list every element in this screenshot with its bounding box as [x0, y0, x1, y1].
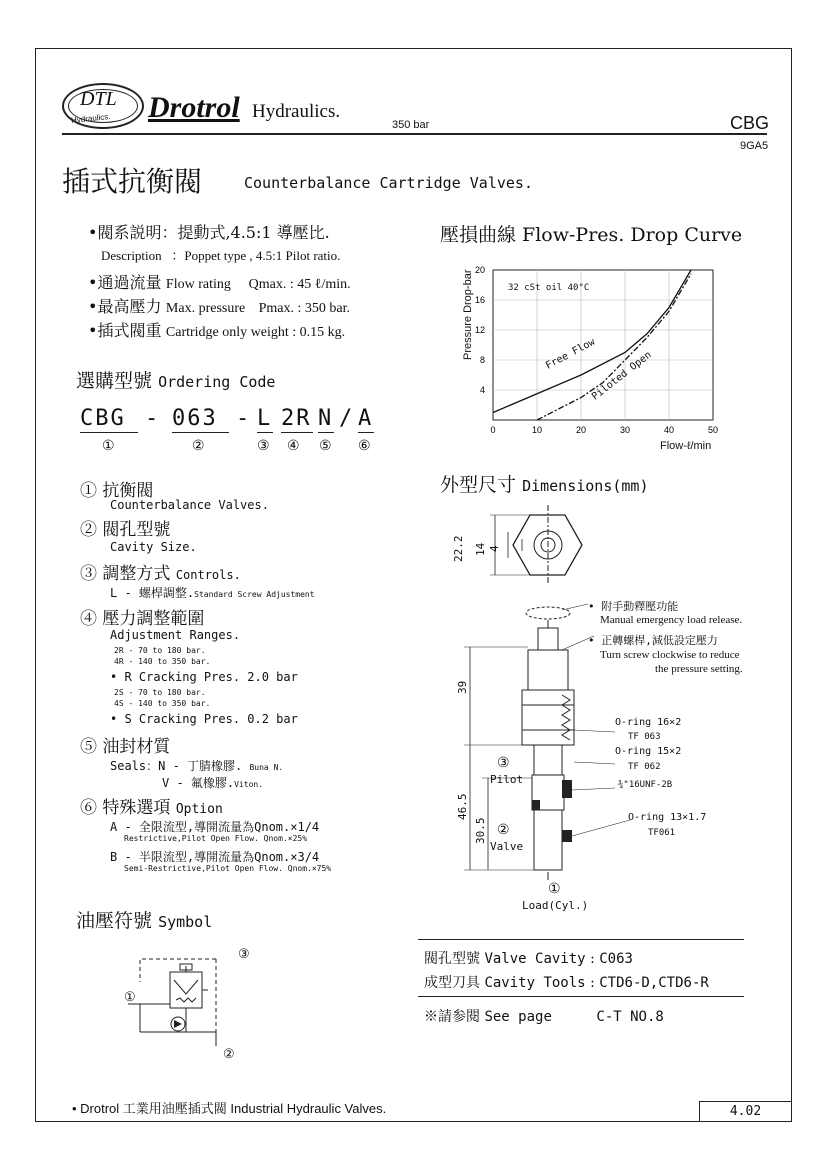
- spec-flow: •通過流量 Flow rating Qmax. : 45 ℓ/min.: [88, 273, 351, 292]
- note-turn-screw-cn: • 正轉螺桿,減低設定壓力: [588, 634, 718, 647]
- oc-underline-5: [318, 432, 334, 433]
- opt1-cn: ① 抗衡閥: [80, 481, 154, 501]
- dim-4: 4: [488, 545, 501, 552]
- port-valve: Valve: [490, 840, 524, 853]
- chart-ytick-label: 20: [474, 265, 485, 275]
- chart-xtick-label: 0: [490, 425, 496, 435]
- range-4s: 4S - 140 to 350 bar.: [114, 699, 211, 708]
- symbol-title: 油壓符號 Symbol: [76, 910, 213, 932]
- table-row-see: ※請参閱 See page C-T NO.8: [424, 1009, 664, 1025]
- oc-part-cbg: CBG: [80, 406, 126, 431]
- header-pressure: 350 bar: [392, 119, 430, 131]
- port-pilot-num: ③: [497, 755, 510, 771]
- note-turn-screw-en2: the pressure setting.: [655, 663, 743, 675]
- opt3: ③ 調整方式 Controls.: [80, 564, 241, 584]
- spec-description-en: Description ：Poppet type , 4.5:1 Pilot ratio.: [101, 248, 341, 263]
- tf-061: TF061: [648, 828, 676, 838]
- opt6: ⑥ 特殊選項 Option: [80, 798, 223, 818]
- logo-text: DTL: [80, 88, 117, 110]
- range-r-cracking: • R Cracking Pres. 2.0 bar: [110, 670, 298, 684]
- tf-063: TF 063: [628, 732, 661, 742]
- series-label-piloted-open: Piloted Open: [590, 349, 654, 403]
- model-code: CBG: [730, 113, 770, 133]
- port-load-num: ①: [548, 881, 561, 897]
- spec-pressure: •最高壓力 Max. pressure Pmax. : 350 bar.: [88, 297, 350, 316]
- chart-xtick-label: 50: [707, 425, 719, 435]
- chart-ytick-label: 4: [479, 385, 485, 395]
- chart-title: 壓損曲線 Flow-Pres. Drop Curve: [440, 224, 743, 246]
- range-s-cracking: • S Cracking Pres. 0.2 bar: [110, 712, 298, 726]
- option-b-cn: B - 半限流型,導開流量為Qnom.×3/4: [110, 850, 320, 864]
- seal-n: Seals：N - 丁腈橡膠. Buna N.: [110, 759, 284, 773]
- ordering-title: 選購型號 Ordering Code: [76, 370, 276, 392]
- table-rule-top: [418, 939, 744, 940]
- note-manual-release-en: Manual emergency load release.: [600, 614, 743, 626]
- oc-num-1: ①: [102, 438, 115, 454]
- option-b-en: Semi-Restrictive,Pilot Open Flow. Qnom.×75%: [124, 864, 332, 873]
- opt4-cn: ④ 壓力調整範圍: [80, 609, 205, 629]
- thread-spec: ¾"16UNF-2B: [618, 780, 673, 790]
- oc-underline-1: [80, 432, 138, 433]
- oc-part-range: 2R: [281, 406, 312, 431]
- port-load: Load(Cyl.): [522, 899, 589, 912]
- range-2s: 2S - 70 to 180 bar.: [114, 688, 206, 697]
- symbol-port-1: ①: [124, 990, 136, 1005]
- flow-pressure-chart: [440, 255, 740, 465]
- oring-2: O-ring 15×2: [615, 746, 682, 757]
- title-cn: 插式抗衡閥: [62, 165, 203, 198]
- header-rule: [62, 133, 767, 135]
- chart-annotation: 32 cSt oil 40°C: [508, 283, 590, 293]
- footer-text: • Drotrol 工業用油壓插式閥 Industrial Hydraulic Valves.: [72, 1101, 387, 1116]
- title-en: Counterbalance Cartridge Valves.: [244, 174, 533, 192]
- oc-slash: /: [339, 406, 355, 431]
- oc-underline-4: [281, 432, 313, 433]
- logo-small-text: Hydraulics.: [70, 111, 111, 126]
- opt1-en: Counterbalance Valves.: [110, 498, 269, 512]
- dim-30-5: 30.5: [474, 817, 487, 844]
- oc-num-5: ⑤: [319, 438, 332, 454]
- table-rule-bottom: [418, 996, 744, 997]
- chart-ytick-label: 8: [479, 355, 485, 365]
- sub-code: 9GA5: [740, 140, 769, 152]
- oc-part-size: 063: [172, 406, 218, 431]
- oc-num-3: ③: [257, 438, 270, 454]
- brand-name: Drotrol: [148, 91, 240, 124]
- note-manual-release-cn: • 附手動釋壓功能: [588, 600, 679, 613]
- oring-1: O-ring 16×2: [615, 717, 682, 728]
- oc-num-6: ⑥: [358, 438, 371, 454]
- hydraulic-symbol: [118, 944, 258, 1064]
- dim-14: 14: [474, 542, 487, 556]
- opt2-cn: ② 閥孔型號: [80, 520, 171, 540]
- oc-dash-1: -: [145, 406, 161, 431]
- chart-ytick-label: 16: [474, 295, 485, 305]
- note-turn-screw-en1: Turn screw clockwise to reduce: [600, 649, 740, 661]
- chart-xtick-label: 30: [619, 425, 631, 435]
- port-valve-num: ②: [497, 822, 510, 838]
- oc-part-control: L: [257, 406, 273, 431]
- option-a-en: Restrictive,Pilot Open Flow. Qnom.×25%: [124, 834, 308, 843]
- chart-xtick-label: 10: [531, 425, 543, 435]
- opt5-cn: ⑤ 油封材質: [80, 737, 171, 757]
- series-label-free-flow: Free Flow: [544, 336, 598, 372]
- oc-dash-2: -: [236, 406, 252, 431]
- opt2-en: Cavity Size.: [110, 540, 197, 554]
- option-a-cn: A - 全限流型,導開流量為Qnom.×1/4: [110, 820, 320, 834]
- dimensions-title: 外型尺寸 Dimensions(mm): [440, 474, 649, 496]
- chart-xlabel: Flow-ℓ/min: [660, 440, 712, 452]
- oc-underline-3: [257, 432, 273, 433]
- oc-part-seal: N: [318, 406, 334, 431]
- opt4-en: Adjustment Ranges.: [110, 628, 241, 642]
- opt3-l: L - 螺桿調整.Standard Screw Adjustment: [110, 586, 315, 600]
- range-4r: 4R - 140 to 350 bar.: [114, 657, 211, 666]
- port-pilot: Pilot: [490, 773, 524, 786]
- spec-description-cn: •閥系説明：提動式,4.5:1 導壓比.: [88, 223, 330, 242]
- symbol-port-3: ③: [238, 947, 250, 962]
- seal-v: V - 氟橡膠.Viton.: [162, 776, 264, 790]
- table-row-tools: 成型刀具 Cavity Tools : CTD6-D,CTD6-R: [424, 975, 709, 991]
- dim-46-5: 46.5: [456, 793, 469, 820]
- page-number: 4.02: [699, 1101, 792, 1122]
- dim-22-2: 22.2: [452, 535, 465, 562]
- chart-xtick-label: 40: [663, 425, 675, 435]
- range-2r: 2R - 70 to 180 bar.: [114, 646, 206, 655]
- oc-num-4: ④: [287, 438, 300, 454]
- table-row-cavity: 閥孔型號 Valve Cavity : C063: [424, 951, 633, 967]
- chart-ytick-label: 12: [474, 325, 485, 335]
- oring-3: O-ring 13×1.7: [628, 812, 707, 823]
- oc-underline-2: [172, 432, 229, 433]
- oc-underline-6: [358, 432, 374, 433]
- chart-xtick-label: 20: [575, 425, 587, 435]
- chart-series-piloted-open: [537, 274, 691, 420]
- spec-weight: •插式閥重 Cartridge only weight : 0.15 kg.: [88, 321, 346, 340]
- tf-062: TF 062: [628, 762, 661, 772]
- chart-ylabel: Pressure Drop-bar: [462, 269, 474, 360]
- oc-part-option: A: [358, 406, 374, 431]
- oc-num-2: ②: [192, 438, 205, 454]
- dim-39: 39: [456, 680, 469, 694]
- brand-suffix: Hydraulics.: [252, 101, 341, 122]
- symbol-port-2: ②: [223, 1047, 235, 1062]
